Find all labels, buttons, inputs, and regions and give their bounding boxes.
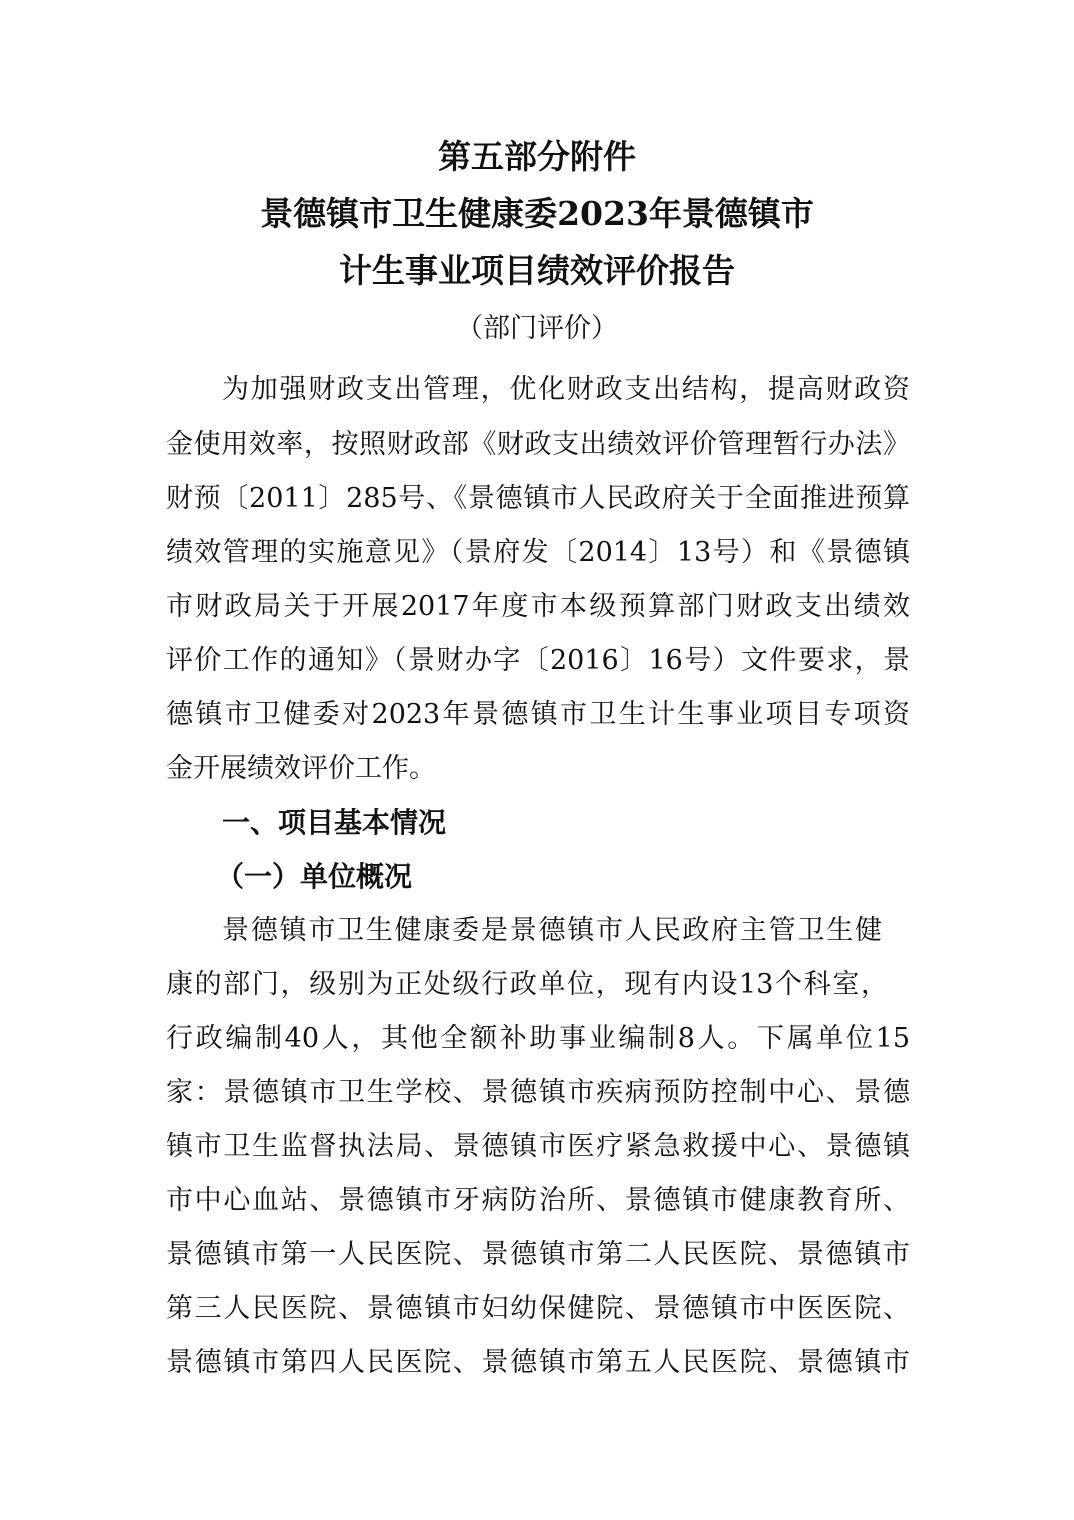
intro-line-2: 金使用效率，按照财政部《财政支出绩效评价管理暂行办法》 [166, 429, 910, 460]
intro-line-5: 市财政局关于开展2017年度市本级预算部门财政支出绩效 [166, 591, 910, 622]
body-line-6: 市中心血站、景德镇市牙病防治所、景德镇市健康教育所、 [166, 1185, 910, 1216]
intro-line-7: 德镇市卫健委对2023年景德镇市卫生计生事业项目专项资 [166, 699, 910, 730]
section-heading-1-1: （一）单位概况 [216, 860, 413, 893]
body-line-1: 景德镇市卫生健康委是景德镇市人民政府主管卫生健 [222, 915, 882, 946]
body-line-4: 家：景德镇市卫生学校、景德镇市疾病预防控制中心、景德 [166, 1077, 910, 1108]
body-line-8: 第三人民医院、景德镇市妇幼保健院、景德镇市中医医院、 [166, 1293, 910, 1324]
intro-line-6: 评价工作的通知》（景财办字〔2016〕16号）文件要求，景 [166, 645, 910, 676]
document-title-line-2: 景德镇市卫生健康委2023年景德镇市 [260, 194, 814, 233]
body-line-9: 景德镇市第四人民医院、景德镇市第五人民医院、景德镇市 [166, 1347, 910, 1378]
document-title-line-1: 第五部分附件 [438, 137, 636, 176]
intro-line-1: 为加强财政支出管理，优化财政支出结构，提高财政资 [222, 374, 910, 405]
intro-line-8: 金开展绩效评价工作。 [166, 753, 436, 784]
document-title-line-3: 计生事业项目绩效评价报告 [339, 251, 735, 290]
body-line-5: 镇市卫生监督执法局、景德镇市医疗紧急救援中心、景德镇 [166, 1131, 910, 1162]
body-line-7: 景德镇市第一人民医院、景德镇市第二人民医院、景德镇市 [166, 1239, 910, 1270]
document-subtitle: （部门评价） [456, 313, 618, 344]
intro-line-3: 财预〔2011〕285号、《景德镇市人民政府关于全面推进预算 [166, 483, 910, 514]
intro-line-4: 绩效管理的实施意见》（景府发〔2014〕13号）和《景德镇 [166, 537, 910, 568]
body-line-2: 康的部门，级别为正处级行政单位，现有内设13个科室， [166, 969, 888, 1000]
body-line-3: 行政编制40人，其他全额补助事业编制8人。下属单位15 [166, 1023, 910, 1054]
section-heading-1: 一、项目基本情况 [222, 806, 447, 839]
